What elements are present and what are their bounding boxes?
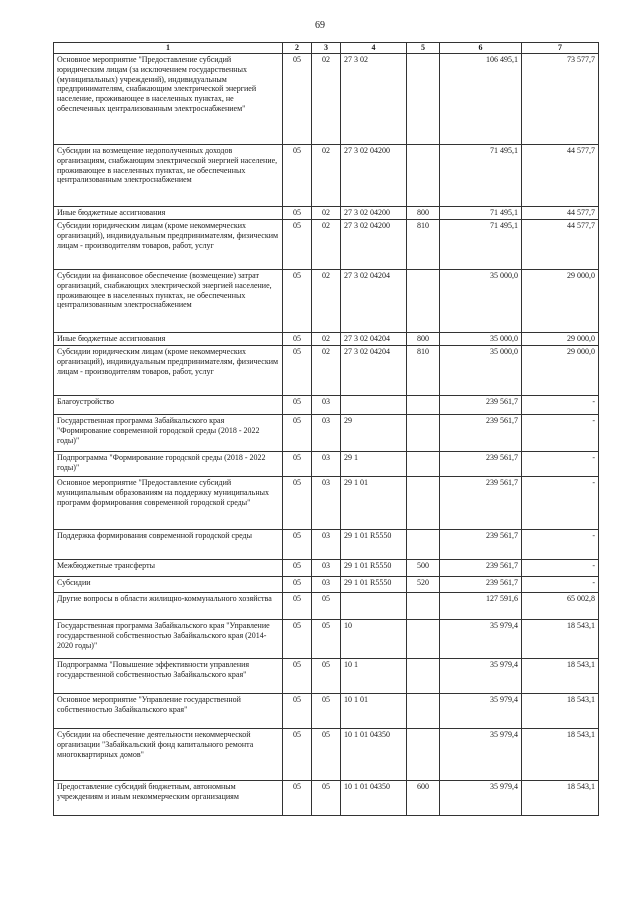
row-subsection: 02 xyxy=(312,270,341,333)
row-name: Основное мероприятие "Предоставление субсидий юридическим лицам (за исключением государственных (муниципальных) учреждений), индивидуальным предпринимателям, снабжающим электрической энергией население, проживающее в населенных пунктах, не обеспеченных централизованным электроснабжением" xyxy=(54,54,283,145)
column-header: 4 xyxy=(341,43,407,54)
row-target-article: 10 1 01 04350 xyxy=(341,729,407,781)
row-amount-2: 44 577,7 xyxy=(522,220,599,270)
row-amount-2: 65 002,8 xyxy=(522,593,599,620)
row-target-article: 27 3 02 04200 xyxy=(341,207,407,220)
row-target-article: 27 3 02 04204 xyxy=(341,270,407,333)
row-subsection: 03 xyxy=(312,477,341,530)
row-section: 05 xyxy=(283,530,312,560)
row-subsection: 03 xyxy=(312,396,341,415)
row-amount-2: 29 000,0 xyxy=(522,333,599,346)
row-section: 05 xyxy=(283,477,312,530)
table-row xyxy=(54,346,599,396)
row-subsection: 03 xyxy=(312,530,341,560)
table-row xyxy=(54,54,599,145)
row-expense-type: 500 xyxy=(407,560,440,577)
row-name: Государственная программа Забайкальского края "Управление государственной собственностью Забайкальского края (2014-2020 годы)" xyxy=(54,620,283,659)
row-section: 05 xyxy=(283,207,312,220)
row-amount-1: 239 561,7 xyxy=(440,477,522,530)
row-name: Подпрограмма "Повышение эффективности управления государственной собственностью Забайкальского края" xyxy=(54,659,283,694)
row-target-article: 29 xyxy=(341,415,407,452)
row-expense-type: 810 xyxy=(407,346,440,396)
row-section: 05 xyxy=(283,620,312,659)
row-subsection: 05 xyxy=(312,620,341,659)
row-section: 05 xyxy=(283,729,312,781)
row-target-article: 29 1 01 R5550 xyxy=(341,577,407,593)
row-expense-type xyxy=(407,270,440,333)
row-target-article: 27 3 02 04204 xyxy=(341,346,407,396)
page-number: 69 xyxy=(315,20,325,31)
row-expense-type xyxy=(407,396,440,415)
row-target-article: 10 1 01 04350 xyxy=(341,781,407,816)
row-subsection: 02 xyxy=(312,333,341,346)
row-name: Субсидии на возмещение недополученных доходов организациям, снабжающим электрической энергией население, проживающее в населенных пунктах, не обеспеченных централизованным электроснабжением xyxy=(54,145,283,207)
row-section: 05 xyxy=(283,659,312,694)
row-expense-type xyxy=(407,477,440,530)
row-amount-1: 71 495,1 xyxy=(440,207,522,220)
table-row xyxy=(54,415,599,452)
row-target-article: 27 3 02 04204 xyxy=(341,333,407,346)
row-target-article: 29 1 01 R5550 xyxy=(341,530,407,560)
row-amount-1: 127 591,6 xyxy=(440,593,522,620)
row-name: Основное мероприятие "Предоставление субсидий муниципальным образованиям на поддержку муниципальных программ формирования современной городской среды" xyxy=(54,477,283,530)
row-expense-type: 810 xyxy=(407,220,440,270)
table-row xyxy=(54,593,599,620)
row-expense-type xyxy=(407,145,440,207)
row-subsection: 05 xyxy=(312,781,341,816)
row-target-article: 10 1 01 xyxy=(341,694,407,729)
row-section: 05 xyxy=(283,220,312,270)
table-row xyxy=(54,477,599,530)
row-amount-1: 35 979,4 xyxy=(440,781,522,816)
row-expense-type: 800 xyxy=(407,333,440,346)
row-expense-type xyxy=(407,530,440,560)
row-expense-type xyxy=(407,729,440,781)
row-amount-2: - xyxy=(522,396,599,415)
row-section: 05 xyxy=(283,145,312,207)
row-name: Межбюджетные трансферты xyxy=(54,560,283,577)
table-row xyxy=(54,452,599,477)
row-amount-1: 239 561,7 xyxy=(440,530,522,560)
table-body xyxy=(54,54,599,816)
row-amount-1: 35 000,0 xyxy=(440,346,522,396)
row-section: 05 xyxy=(283,452,312,477)
column-header: 6 xyxy=(440,43,522,54)
row-amount-2: 29 000,0 xyxy=(522,270,599,333)
row-amount-2: - xyxy=(522,530,599,560)
row-name: Иные бюджетные ассигнования xyxy=(54,207,283,220)
row-target-article: 29 1 01 R5550 xyxy=(341,560,407,577)
row-section: 05 xyxy=(283,333,312,346)
table-row xyxy=(54,220,599,270)
row-amount-1: 239 561,7 xyxy=(440,560,522,577)
row-amount-1: 239 561,7 xyxy=(440,452,522,477)
row-name: Субсидии юридическим лицам (кроме некоммерческих организаций), индивидуальным предпринимателям, физическим лицам - производителям товаров, работ, услуг xyxy=(54,346,283,396)
row-expense-type: 800 xyxy=(407,207,440,220)
column-header: 1 xyxy=(54,43,283,54)
row-amount-1: 71 495,1 xyxy=(440,145,522,207)
row-amount-2: 44 577,7 xyxy=(522,207,599,220)
column-header: 7 xyxy=(522,43,599,54)
table-row xyxy=(54,781,599,816)
row-section: 05 xyxy=(283,346,312,396)
budget-table xyxy=(53,42,599,816)
row-section: 05 xyxy=(283,577,312,593)
row-section: 05 xyxy=(283,694,312,729)
row-section: 05 xyxy=(283,415,312,452)
table-row xyxy=(54,207,599,220)
row-expense-type xyxy=(407,415,440,452)
row-amount-2: 73 577,7 xyxy=(522,54,599,145)
row-name: Иные бюджетные ассигнования xyxy=(54,333,283,346)
row-amount-2: 18 543,1 xyxy=(522,729,599,781)
row-amount-2: - xyxy=(522,415,599,452)
row-subsection: 02 xyxy=(312,54,341,145)
row-subsection: 02 xyxy=(312,220,341,270)
row-expense-type xyxy=(407,593,440,620)
column-header: 3 xyxy=(312,43,341,54)
table-row xyxy=(54,333,599,346)
row-name: Государственная программа Забайкальского края "Формирование современной городской среды (2018 - 2022 годы)" xyxy=(54,415,283,452)
row-target-article: 29 1 xyxy=(341,452,407,477)
row-subsection: 03 xyxy=(312,560,341,577)
row-amount-2: 29 000,0 xyxy=(522,346,599,396)
row-name: Субсидии xyxy=(54,577,283,593)
row-amount-2: - xyxy=(522,452,599,477)
row-amount-1: 239 561,7 xyxy=(440,577,522,593)
table-row xyxy=(54,270,599,333)
row-name: Подпрограмма "Формирование городской среды (2018 - 2022 годы)" xyxy=(54,452,283,477)
row-subsection: 02 xyxy=(312,346,341,396)
row-amount-1: 106 495,1 xyxy=(440,54,522,145)
row-name: Поддержка формирования современной городской среды xyxy=(54,530,283,560)
row-subsection: 05 xyxy=(312,593,341,620)
row-amount-1: 35 979,4 xyxy=(440,729,522,781)
row-amount-1: 71 495,1 xyxy=(440,220,522,270)
row-amount-1: 35 000,0 xyxy=(440,270,522,333)
table-row xyxy=(54,620,599,659)
row-target-article: 29 1 01 xyxy=(341,477,407,530)
row-amount-1: 35 979,4 xyxy=(440,659,522,694)
table-row xyxy=(54,577,599,593)
row-name: Субсидии юридическим лицам (кроме некоммерческих организаций), индивидуальным предпринимателям, физическим лицам - производителям товаров, работ, услуг xyxy=(54,220,283,270)
row-amount-2: - xyxy=(522,477,599,530)
row-name: Субсидии на обеспечение деятельности некоммерческой организации "Забайкальский фонд капитального ремонта многоквартирных домов" xyxy=(54,729,283,781)
row-section: 05 xyxy=(283,781,312,816)
row-section: 05 xyxy=(283,396,312,415)
row-target-article xyxy=(341,396,407,415)
row-section: 05 xyxy=(283,270,312,333)
table-row xyxy=(54,659,599,694)
row-name: Предоставление субсидий бюджетным, автономным учреждениям и иным некоммерческим организациям xyxy=(54,781,283,816)
row-amount-1: 35 979,4 xyxy=(440,620,522,659)
row-expense-type: 600 xyxy=(407,781,440,816)
row-subsection: 03 xyxy=(312,577,341,593)
table-row xyxy=(54,145,599,207)
row-target-article xyxy=(341,593,407,620)
row-amount-2: 44 577,7 xyxy=(522,145,599,207)
row-subsection: 05 xyxy=(312,694,341,729)
row-name: Основное мероприятие "Управление государственной собственностью Забайкальского края" xyxy=(54,694,283,729)
table-row xyxy=(54,560,599,577)
row-subsection: 05 xyxy=(312,729,341,781)
row-amount-2: 18 543,1 xyxy=(522,781,599,816)
row-expense-type xyxy=(407,54,440,145)
table-row xyxy=(54,694,599,729)
row-section: 05 xyxy=(283,54,312,145)
row-subsection: 02 xyxy=(312,207,341,220)
row-target-article: 10 xyxy=(341,620,407,659)
row-expense-type xyxy=(407,694,440,729)
row-amount-2: - xyxy=(522,560,599,577)
row-subsection: 02 xyxy=(312,145,341,207)
row-section: 05 xyxy=(283,593,312,620)
row-name: Субсидии на финансовое обеспечение (возмещение) затрат организаций, снабжающих электрической энергией население, проживающее в населенных пунктах, не обеспеченных централизованным электроснабжением xyxy=(54,270,283,333)
row-expense-type: 520 xyxy=(407,577,440,593)
table-row xyxy=(54,396,599,415)
row-expense-type xyxy=(407,659,440,694)
row-amount-2: - xyxy=(522,577,599,593)
row-target-article: 10 1 xyxy=(341,659,407,694)
row-section: 05 xyxy=(283,560,312,577)
row-target-article: 27 3 02 04200 xyxy=(341,145,407,207)
row-amount-2: 18 543,1 xyxy=(522,694,599,729)
column-header: 5 xyxy=(407,43,440,54)
column-header: 2 xyxy=(283,43,312,54)
row-amount-1: 239 561,7 xyxy=(440,415,522,452)
row-name: Другие вопросы в области жилищно-коммунального хозяйства xyxy=(54,593,283,620)
row-target-article: 27 3 02 xyxy=(341,54,407,145)
row-subsection: 03 xyxy=(312,415,341,452)
row-amount-2: 18 543,1 xyxy=(522,620,599,659)
row-expense-type xyxy=(407,452,440,477)
row-amount-1: 239 561,7 xyxy=(440,396,522,415)
row-subsection: 05 xyxy=(312,659,341,694)
row-target-article: 27 3 02 04200 xyxy=(341,220,407,270)
row-expense-type xyxy=(407,620,440,659)
table-row xyxy=(54,530,599,560)
table-row xyxy=(54,729,599,781)
row-amount-2: 18 543,1 xyxy=(522,659,599,694)
row-subsection: 03 xyxy=(312,452,341,477)
row-name: Благоустройство xyxy=(54,396,283,415)
row-amount-1: 35 979,4 xyxy=(440,694,522,729)
header-row xyxy=(54,43,599,54)
row-amount-1: 35 000,0 xyxy=(440,333,522,346)
